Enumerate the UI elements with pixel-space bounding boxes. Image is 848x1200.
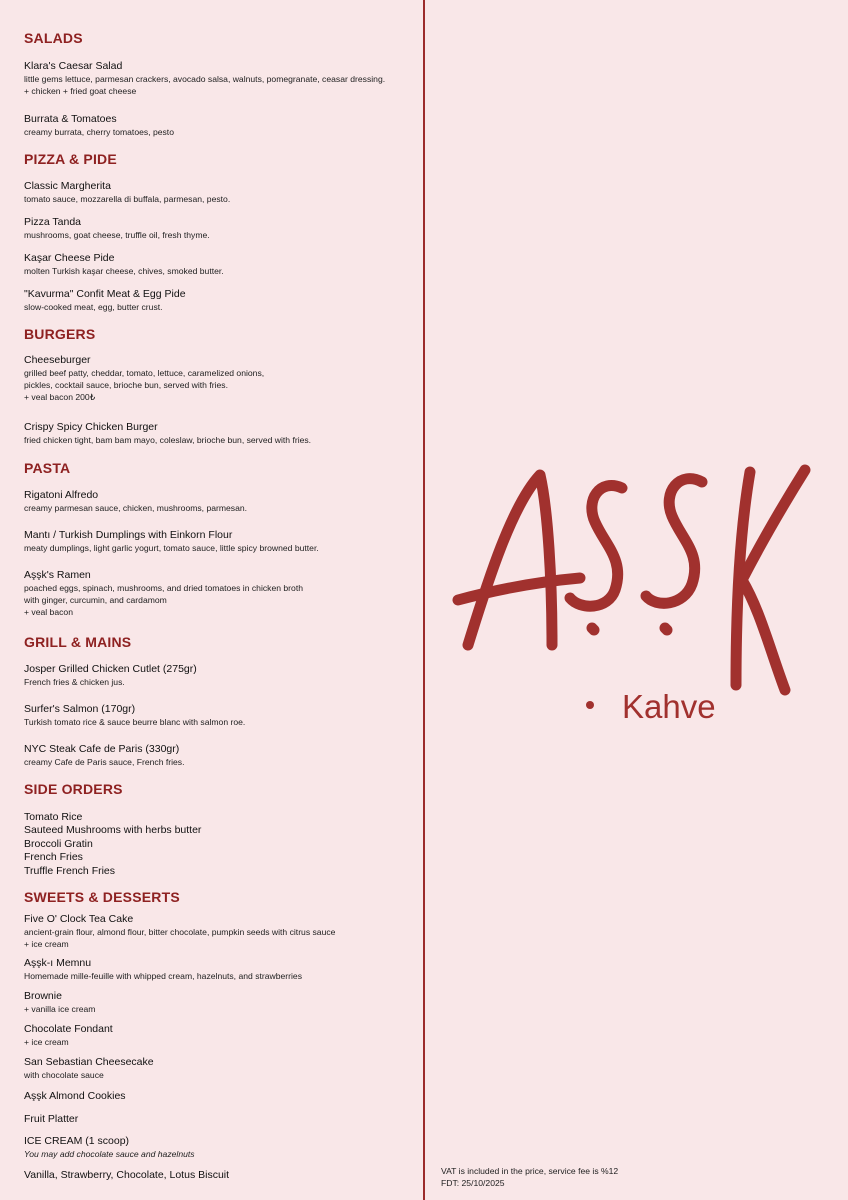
item-name: Burrata & Tomatoes bbox=[24, 113, 117, 125]
item-title: Surfer's Salmon bbox=[24, 703, 99, 715]
item-name: Cheeseburger bbox=[24, 354, 91, 366]
item-name: Five O' Clock Tea Cake bbox=[24, 913, 134, 925]
item-desc: molten Turkish kaşar cheese, chives, smoked butter. bbox=[24, 266, 224, 276]
list-item: Broccoli Gratin bbox=[24, 837, 93, 850]
item-desc: mushrooms, goat cheese, truffle oil, fresh thyme. bbox=[24, 230, 210, 240]
menu-item bbox=[24, 60, 385, 97]
item-desc: little gems lettuce, parmesan crackers, avocado salsa, walnuts, pomegranate, ceasar dressing. + chicken + fried goat cheese bbox=[24, 74, 386, 96]
item-desc: Homemade mille-feuille with whipped cream, hazelnuts, and strawberries bbox=[24, 971, 302, 981]
vertical-divider bbox=[423, 0, 425, 1200]
side-list bbox=[24, 811, 201, 878]
item-desc: creamy burrata, cherry tomatoes, pesto bbox=[24, 127, 174, 137]
item-name: Mantı / Turkish Dumplings with Einkorn Flour bbox=[24, 529, 233, 541]
list-item: French Fries bbox=[24, 851, 83, 864]
menu-item bbox=[24, 663, 197, 688]
item-name: San Sebastian Cheesecake bbox=[24, 1056, 154, 1068]
section-pasta bbox=[24, 460, 70, 476]
item-desc: grilled beef patty, cheddar, tomato, lettuce, caramelized onions, pickles, cocktail sauce, brioche bun, served with fries. + veal bacon 200₺ bbox=[24, 368, 265, 402]
logo-dot bbox=[586, 701, 594, 709]
item-name: Crispy Spicy Chicken Burger bbox=[24, 421, 158, 433]
item-name: "Kavurma" Confit Meat & Egg Pide bbox=[24, 288, 186, 300]
item-name: Brownie bbox=[24, 990, 62, 1002]
menu-item bbox=[24, 354, 264, 403]
section-title: BURGERS bbox=[24, 326, 96, 342]
menu-item bbox=[24, 913, 335, 950]
item-desc: + vanilla ice cream bbox=[24, 1004, 96, 1014]
menu-item bbox=[24, 1135, 195, 1160]
menu-item bbox=[24, 489, 247, 514]
item-title: Josper Grilled Chicken Cutlet bbox=[24, 663, 160, 675]
item-desc: with chocolate sauce bbox=[24, 1070, 104, 1080]
menu-item bbox=[24, 569, 303, 618]
item-desc: creamy parmesan sauce, chicken, mushrooms, parmesan. bbox=[24, 503, 248, 513]
menu-item bbox=[24, 252, 224, 277]
menu-item bbox=[24, 1056, 154, 1081]
menu-item bbox=[24, 529, 319, 554]
brand-logo bbox=[440, 450, 820, 730]
menu-item bbox=[24, 288, 186, 313]
item-weight: (275gr) bbox=[162, 663, 197, 675]
list-item: Sauteed Mushrooms with herbs butter bbox=[24, 824, 202, 837]
item-name bbox=[24, 703, 245, 716]
section-sweets bbox=[24, 889, 180, 905]
section-burgers bbox=[24, 326, 95, 342]
item-name: Aşşk-ı Memnu bbox=[24, 957, 92, 969]
item-desc: Turkish tomato rice & sauce beurre blanc with salmon roe. bbox=[24, 717, 246, 727]
menu-item bbox=[24, 1023, 113, 1048]
item-desc: poached eggs, spinach, mushrooms, and dried tomatoes in chicken broth with ginger, curcumin, and cardamom + veal bacon bbox=[24, 583, 303, 617]
item-desc: You may add chocolate sauce and hazelnuts bbox=[24, 1149, 195, 1159]
item-desc: fried chicken tight, bam bam mayo, coleslaw, brioche bun, served with fries. bbox=[24, 435, 312, 445]
section-grill bbox=[24, 634, 131, 650]
section-title: GRILL & MAINS bbox=[24, 634, 132, 650]
menu-item bbox=[24, 957, 302, 982]
item-name: Aşşk Almond Cookies bbox=[24, 1090, 126, 1102]
item-name bbox=[24, 743, 184, 756]
menu-item bbox=[24, 1090, 126, 1103]
item-name: Rigatoni Alfredo bbox=[24, 489, 99, 501]
menu-item bbox=[24, 113, 174, 138]
item-desc: meaty dumplings, light garlic yogurt, tomato sauce, little spicy browned butter. bbox=[24, 543, 319, 553]
menu-item bbox=[24, 1113, 78, 1126]
item-name bbox=[24, 663, 197, 676]
section-salads bbox=[24, 30, 83, 46]
item-desc: French fries & chicken jus. bbox=[24, 677, 125, 687]
item-title: NYC Steak Cafe de Paris bbox=[24, 743, 143, 755]
section-title: PIZZA & PIDE bbox=[24, 151, 117, 167]
item-name: Fruit Platter bbox=[24, 1113, 79, 1125]
item-desc: creamy Cafe de Paris sauce, French fries. bbox=[24, 757, 185, 767]
item-name bbox=[24, 1135, 195, 1148]
section-title: PASTA bbox=[24, 460, 71, 476]
menu-item bbox=[24, 180, 230, 205]
section-title: SWEETS & DESSERTS bbox=[24, 889, 180, 905]
section-title: SALADS bbox=[24, 30, 83, 46]
item-name: Vanilla, Strawberry, Chocolate, Lotus Biscuit bbox=[24, 1169, 230, 1181]
logo-sub: Kahve bbox=[622, 688, 716, 725]
item-name: Pizza Tanda bbox=[24, 216, 82, 228]
item-name: Kaşar Cheese Pide bbox=[24, 252, 115, 264]
item-weight: (170gr) bbox=[101, 703, 136, 715]
item-weight: (330gr) bbox=[145, 743, 180, 755]
menu-item bbox=[24, 743, 184, 768]
list-item: Tomato Rice bbox=[24, 811, 83, 823]
menu-item bbox=[24, 990, 95, 1015]
menu-item bbox=[24, 421, 311, 446]
item-desc: tomato sauce, mozzarella di buffala, parmesan, pesto. bbox=[24, 194, 231, 204]
logo-lettering bbox=[458, 470, 805, 690]
section-pizza bbox=[24, 151, 117, 167]
list-item: Truffle French Fries bbox=[24, 864, 116, 877]
item-weight: (1 scoop) bbox=[85, 1135, 130, 1147]
menu-item bbox=[24, 1169, 229, 1182]
section-title: SIDE ORDERS bbox=[24, 781, 123, 797]
item-name: Chocolate Fondant bbox=[24, 1023, 113, 1035]
item-desc: slow-cooked meat, egg, butter crust. bbox=[24, 302, 163, 312]
item-name: Aşşk's Ramen bbox=[24, 569, 91, 581]
item-desc: ancient-grain flour, almond flour, bitter chocolate, pumpkin seeds with citrus sauce + ice cream bbox=[24, 927, 336, 949]
footer-note bbox=[441, 1165, 618, 1189]
item-name: Klara's Caesar Salad bbox=[24, 60, 123, 72]
section-sides bbox=[24, 781, 123, 797]
menu-item bbox=[24, 216, 210, 241]
item-name: Classic Margherita bbox=[24, 180, 111, 192]
menu-item bbox=[24, 703, 245, 728]
vat-note: VAT is included in the price, service fee is %12 bbox=[441, 1166, 619, 1176]
item-title: ICE CREAM bbox=[24, 1135, 83, 1147]
fdt-date: FDT: 25/10/2025 bbox=[441, 1178, 505, 1188]
item-desc: + ice cream bbox=[24, 1037, 69, 1047]
